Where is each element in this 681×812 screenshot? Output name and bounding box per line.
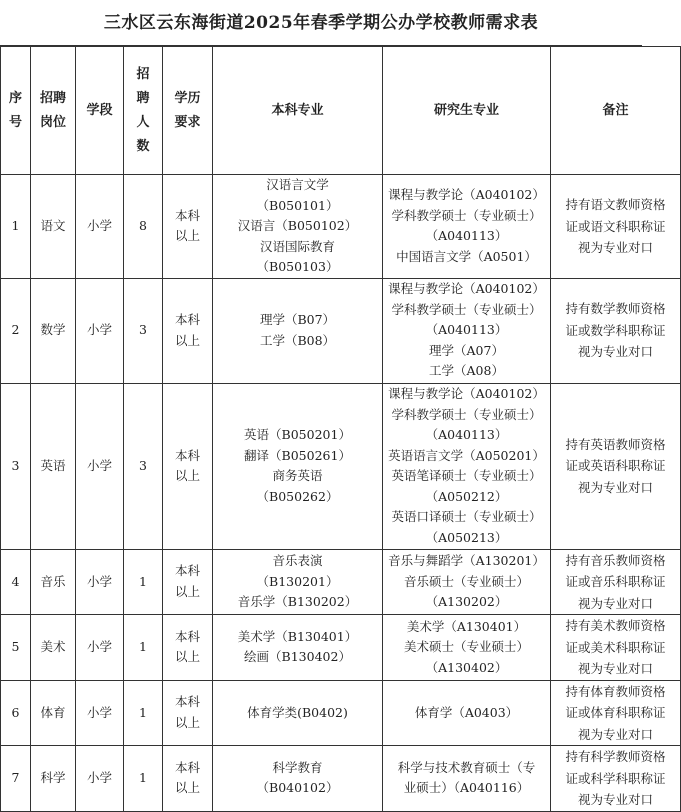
cell-count: 3 [124, 383, 163, 549]
cell-grad: 音乐与舞蹈学（A130201） 音乐硕士（专业硕士） （A130202） [383, 549, 551, 615]
cell-grad: 课程与教学论（A040102） 学科教学硕士（专业硕士） （A040113） 中国语言文学（A0501） [383, 175, 551, 279]
cell-count: 1 [124, 680, 163, 746]
cell-seq: 3 [1, 383, 31, 549]
cell-edu: 本科 以上 [163, 549, 213, 615]
cell-seq: 6 [1, 680, 31, 746]
cell-undergrad: 科学教育 （B040102） [213, 746, 383, 812]
table-row [1, 383, 681, 549]
cell-note: 持有英语教师资格 证或英语科职称证 视为专业对口 [551, 383, 681, 549]
cell-count: 8 [124, 175, 163, 279]
cell-grad: 体育学（A0403） [383, 680, 551, 746]
cell-stage: 小学 [76, 680, 124, 746]
cell-grad: 课程与教学论（A040102） 学科教学硕士（专业硕士） （A040113） 理学（A07） 工学（A08） [383, 278, 551, 383]
cell-stage: 小学 [76, 549, 124, 615]
cell-position: 科学 [31, 746, 76, 812]
cell-seq: 7 [1, 746, 31, 812]
header-note: 备注 [551, 47, 681, 175]
header-undergrad: 本科专业 [213, 47, 383, 175]
cell-stage: 小学 [76, 746, 124, 812]
cell-undergrad: 体育学类(B0402) [213, 680, 383, 746]
page-title: 三水区云东海街道2025年春季学期公办学校教师需求表 [0, 0, 642, 46]
cell-count: 3 [124, 278, 163, 383]
cell-position: 数学 [31, 278, 76, 383]
cell-edu: 本科 以上 [163, 383, 213, 549]
header-stage: 学段 [76, 47, 124, 175]
cell-edu: 本科 以上 [163, 615, 213, 681]
cell-undergrad: 英语（B050201） 翻译（B050261） 商务英语 （B050262） [213, 383, 383, 549]
header-edu: 学历 要求 [163, 47, 213, 175]
cell-stage: 小学 [76, 383, 124, 549]
cell-note: 持有数学教师资格 证或数学科职称证 视为专业对口 [551, 278, 681, 383]
cell-count: 1 [124, 615, 163, 681]
cell-grad: 美术学（A130401） 美术硕士（专业硕士） （A130402） [383, 615, 551, 681]
cell-count: 1 [124, 746, 163, 812]
cell-grad: 科学与技术教育硕士（专 业硕士）（A040116） [383, 746, 551, 812]
table-row [1, 615, 681, 681]
cell-stage: 小学 [76, 175, 124, 279]
cell-position: 音乐 [31, 549, 76, 615]
table-row [1, 680, 681, 746]
teacher-demand-table [0, 46, 681, 812]
header-count: 招 聘 人 数 [124, 47, 163, 175]
cell-edu: 本科 以上 [163, 175, 213, 279]
cell-position: 语文 [31, 175, 76, 279]
cell-edu: 本科 以上 [163, 278, 213, 383]
cell-undergrad: 理学（B07） 工学（B08） [213, 278, 383, 383]
header-seq: 序 号 [1, 47, 31, 175]
cell-note: 持有体育教师资格 证或体育科职称证 视为专业对口 [551, 680, 681, 746]
cell-stage: 小学 [76, 615, 124, 681]
cell-seq: 5 [1, 615, 31, 681]
cell-position: 体育 [31, 680, 76, 746]
cell-note: 持有科学教师资格 证或科学科职称证 视为专业对口 [551, 746, 681, 812]
cell-edu: 本科 以上 [163, 680, 213, 746]
table-row [1, 175, 681, 279]
cell-undergrad: 美术学（B130401） 绘画（B130402） [213, 615, 383, 681]
cell-stage: 小学 [76, 278, 124, 383]
cell-position: 美术 [31, 615, 76, 681]
cell-undergrad: 音乐表演 （B130201） 音乐学（B130202） [213, 549, 383, 615]
table-row [1, 746, 681, 812]
cell-grad: 课程与教学论（A040102） 学科教学硕士（专业硕士） （A040113） 英语语言文学（A050201） 英语笔译硕士（专业硕士） （A050212） 英语口译硕士（专业硕士） （A050213） [383, 383, 551, 549]
cell-seq: 1 [1, 175, 31, 279]
header-position: 招聘 岗位 [31, 47, 76, 175]
header-row [1, 47, 681, 175]
cell-undergrad: 汉语言文学 （B050101） 汉语言（B050102） 汉语国际教育 （B050103） [213, 175, 383, 279]
cell-position: 英语 [31, 383, 76, 549]
cell-seq: 2 [1, 278, 31, 383]
cell-note: 持有语文教师资格 证或语文科职称证 视为专业对口 [551, 175, 681, 279]
cell-seq: 4 [1, 549, 31, 615]
cell-note: 持有音乐教师资格 证或音乐科职称证 视为专业对口 [551, 549, 681, 615]
cell-count: 1 [124, 549, 163, 615]
cell-edu: 本科 以上 [163, 746, 213, 812]
table-row [1, 278, 681, 383]
table-row [1, 549, 681, 615]
header-grad: 研究生专业 [383, 47, 551, 175]
cell-note: 持有美术教师资格 证或美术科职称证 视为专业对口 [551, 615, 681, 681]
